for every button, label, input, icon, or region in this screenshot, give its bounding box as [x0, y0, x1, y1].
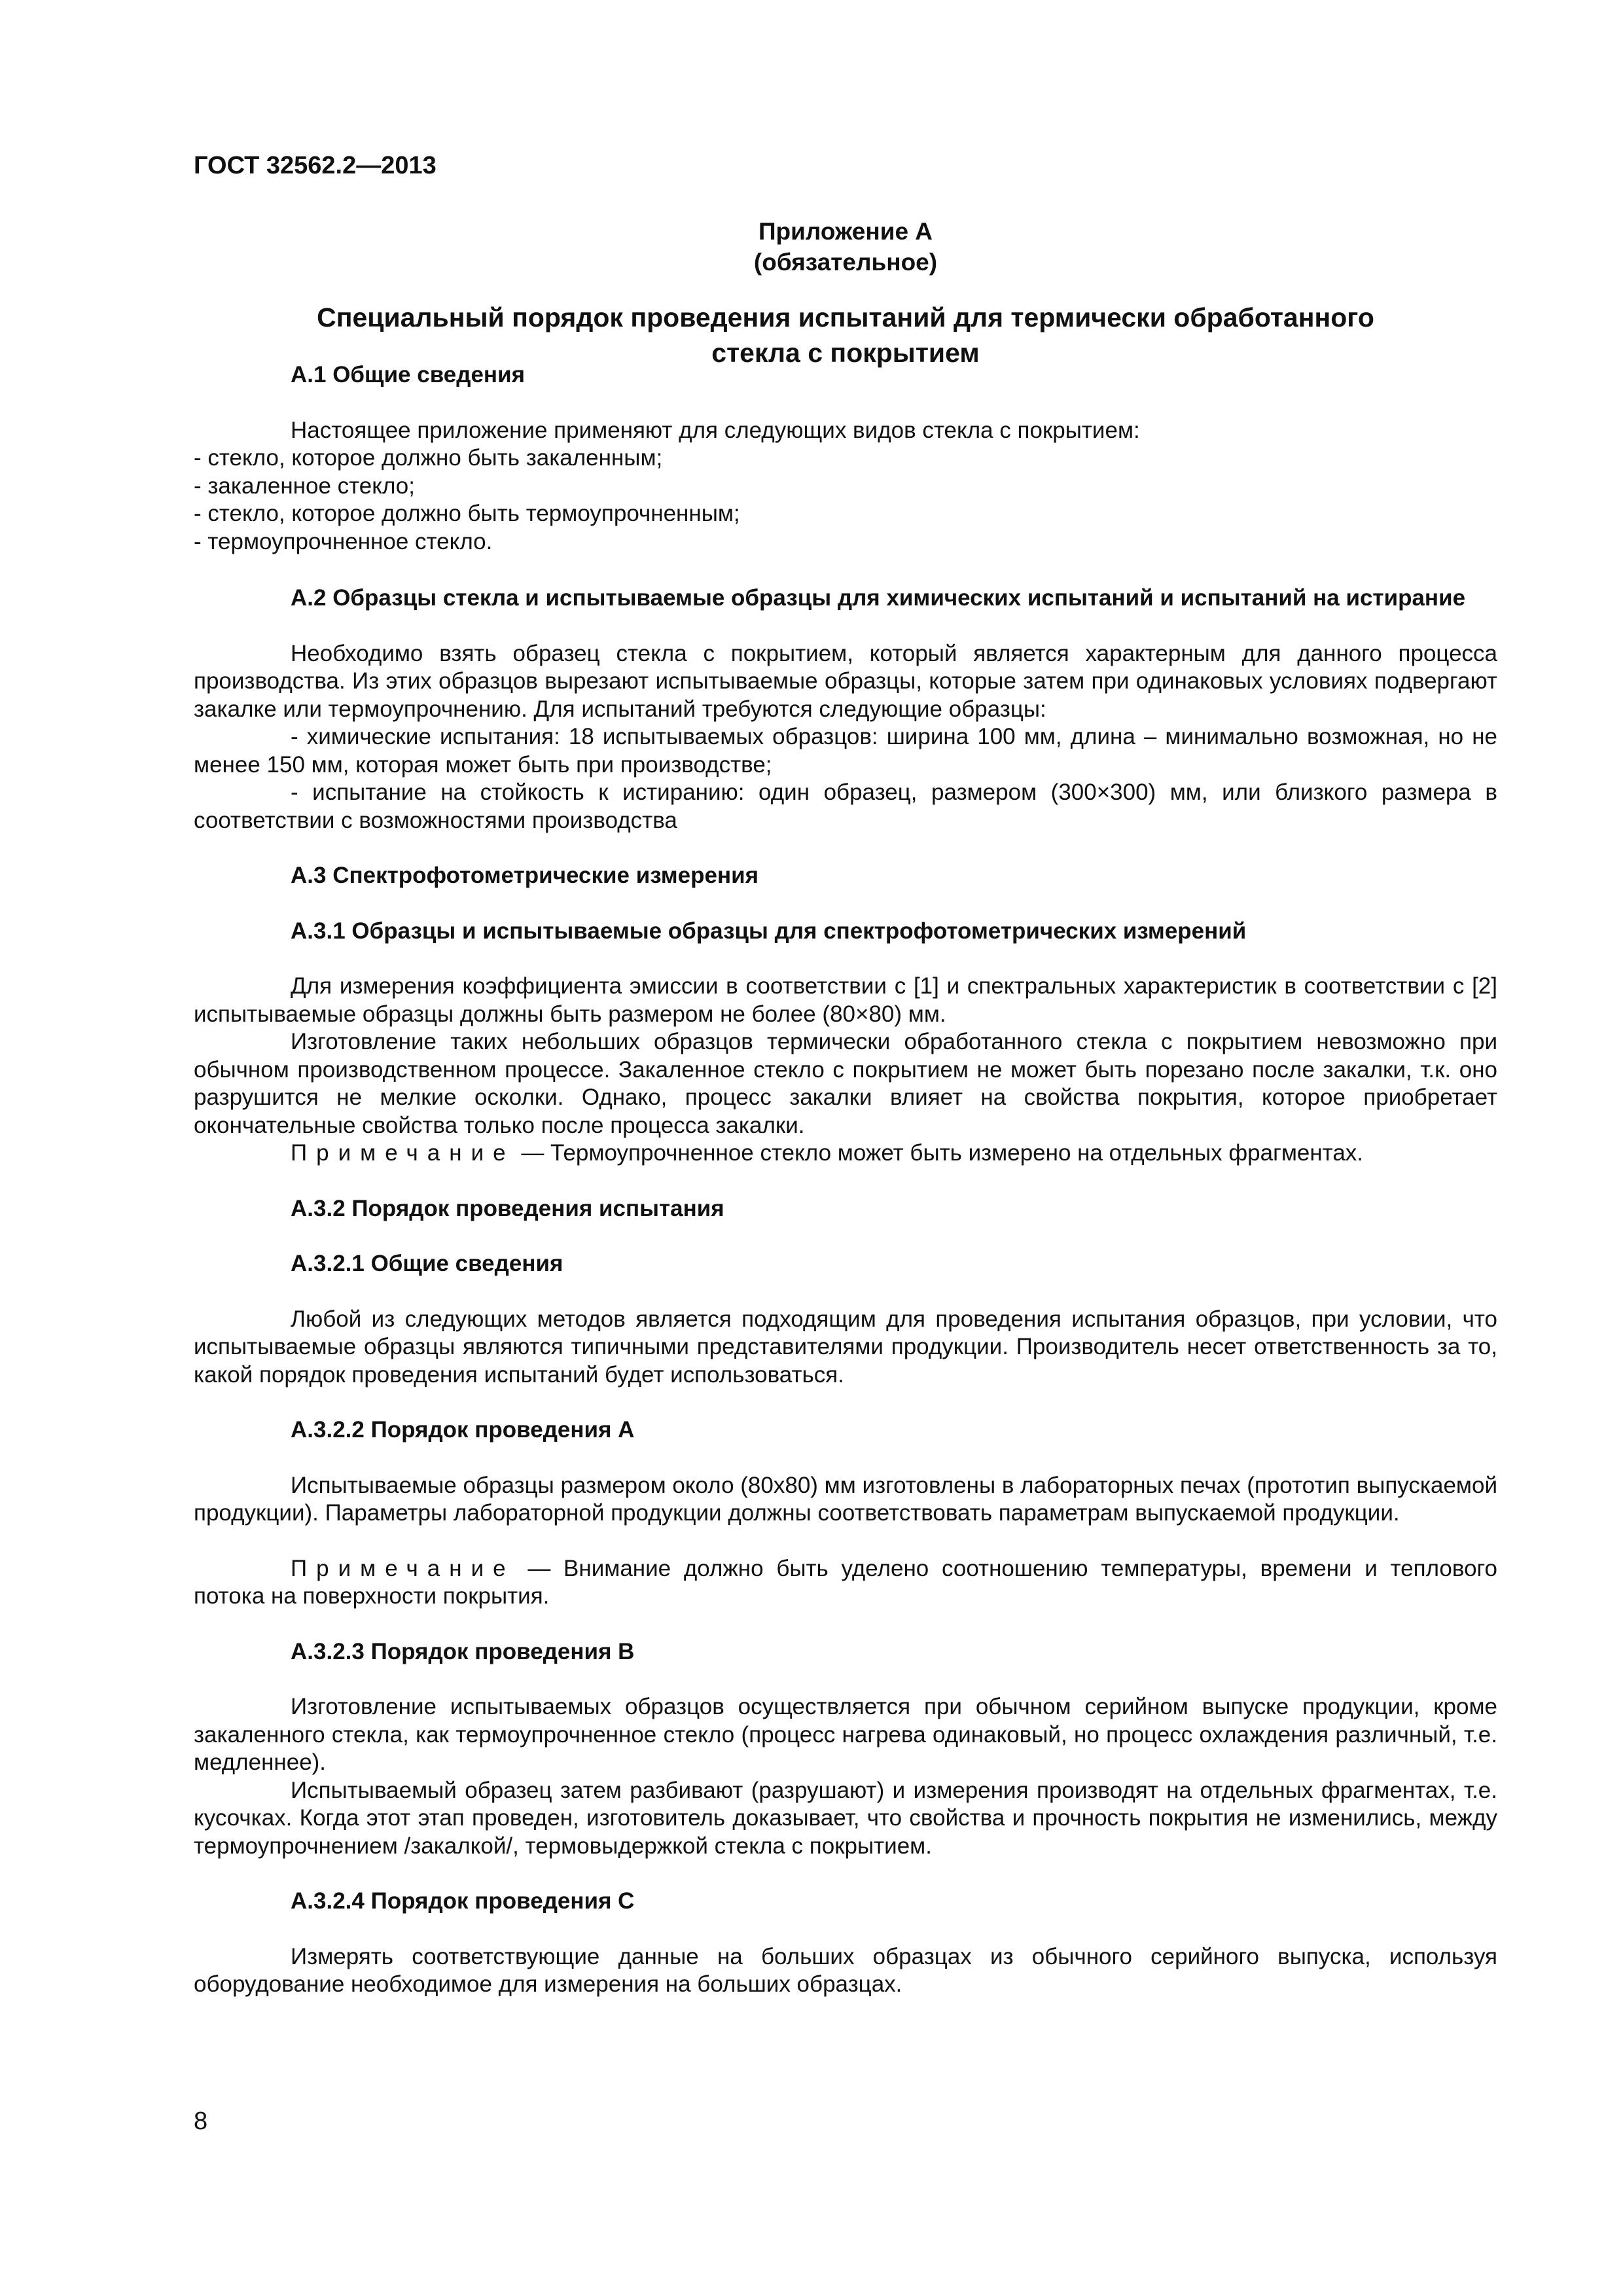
note-a322 — [194, 1555, 1497, 1611]
list-item-a1-2: - закаленное стекло; — [194, 473, 415, 499]
paragraph-a2: Необходимо взять образец стекла с покрытием, который является характерным для данного процесса производства. Из этих образцов вырезают испытываемые образцы, которые затем при одинаковых условиях подвергают закалке или термоупрочнению. Для испытаний требуются следующие образцы: — [194, 640, 1497, 722]
note-a31 — [194, 1139, 1497, 1168]
section-heading-a31: А.3.1 Образцы и испытываемые образцы для спектрофотометрических измерений — [291, 918, 1247, 944]
section-heading-a3: А.3 Спектрофотометрические измерения — [291, 863, 759, 888]
page-number: 8 — [194, 2108, 208, 2135]
paragraph-a31-2: Изготовление таких небольших образцов термически обработанного стекла с покрытием невозможно при обычном производственном процессе. Закаленное стекло с покрытием не может быть порезано после закалки, т.к. оно разрушится не мелкие осколки. Однако, процесс закалки влияет на свойства покрытия, которое приобретает окончательные свойства только после процесса закалки. — [194, 1029, 1497, 1138]
paragraph-a324: Измерять соответствующие данные на больших образцах из обычного серийного выпуска, используя оборудование необходимое для измерения на больших образцах. — [194, 1943, 1497, 1997]
document-code: ГОСТ 32562.2—2013 — [194, 152, 437, 179]
list-item-a1-4: - термоупрочненное стекло. — [194, 528, 493, 554]
paragraph-a322: Испытываемые образцы размером около (80x80) мм изготовлены в лабораторных печах (прототип выпускаемой продукции). Параметры лабораторной продукции должны соответствовать параметрам выпускаемой продукции. — [194, 1472, 1497, 1526]
section-heading-a2: А.2 Образцы стекла и испытываемые образцы для химических испытаний и испытаний на истирание — [291, 585, 1466, 611]
note-label: Примечание — [291, 1555, 515, 1581]
paragraph-a1-intro: Настоящее приложение применяют для следующих видов стекла с покрытием: — [291, 417, 1140, 443]
document-page — [194, 0, 1497, 2296]
annex-label: Приложение А — [758, 218, 933, 245]
annex-title-line1: Специальный порядок проведения испытаний для термически обработанного — [317, 302, 1374, 332]
list-item-a1-3: - стекло, которое должно быть термоупрочненным; — [194, 501, 740, 526]
note-label: Примечание — [291, 1140, 515, 1166]
document-body — [194, 361, 1497, 1999]
list-item-a2-1: - химические испытания: 18 испытываемых образцов: ширина 100 мм, длина – минимально возможная, но не менее 150 мм, которая может быть при производстве; — [194, 724, 1497, 778]
note-text: — Внимание должно быть уделено соотношению температуры, времени и теплового потока на поверхности покрытия. — [194, 1555, 1497, 1609]
annex-label-block — [194, 216, 1497, 278]
annex-title-line2: стекла с покрытием — [711, 338, 980, 368]
paragraph-a321: Любой из следующих методов является подходящим для проведения испытания образцов, при условии, что испытываемые образцы являются типичными представителями продукции. Производитель несет ответственность за то, какой порядок проведения испытаний будет использоваться. — [194, 1306, 1497, 1388]
note-text: — Термоупрочненное стекло может быть измерено на отдельных фрагментах. — [514, 1140, 1364, 1166]
section-heading-a322: А.3.2.2 Порядок проведения А — [291, 1417, 635, 1443]
section-heading-a32: А.3.2 Порядок проведения испытания — [291, 1195, 724, 1221]
paragraph-a31-1: Для измерения коэффициента эмиссии в соответствии с [1] и спектральных характеристик в соответствии с [2] испытываемые образцы должны быть размером не более (80×80) мм. — [194, 973, 1497, 1027]
paragraph-a323-2: Испытываемый образец затем разбивают (разрушают) и измерения производят на отдельных фрагментах, т.е. кусочках. Когда этот этап проведен, изготовитель доказывает, что свойства и прочность покрытия не изменились, между термоупрочнением /закалкой/, термовыдержкой стекла с покрытием. — [194, 1777, 1497, 1859]
section-heading-a323: А.3.2.3 Порядок проведения В — [291, 1638, 635, 1664]
paragraph-a323-1: Изготовление испытываемых образцов осуществляется при обычном серийном выпуске продукции, кроме закаленного стекла, как термоупрочненное стекло (процесс нагрева одинаковый, но процесс охлаждения различный, т.е. медленнее). — [194, 1694, 1497, 1775]
list-item-a2-2: - испытание на стойкость к истиранию: один образец, размером (300×300) мм, или близкого размера в соответствии с возможностями производства — [194, 780, 1497, 833]
section-heading-a1: А.1 Общие сведения — [291, 362, 526, 387]
list-item-a1-1: - стекло, которое должно быть закаленным; — [194, 445, 663, 471]
annex-status: (обязательное) — [753, 249, 938, 276]
section-heading-a324: А.3.2.4 Порядок проведения С — [291, 1888, 635, 1914]
section-heading-a321: А.3.2.1 Общие сведения — [291, 1251, 563, 1276]
annex-title — [194, 300, 1497, 370]
